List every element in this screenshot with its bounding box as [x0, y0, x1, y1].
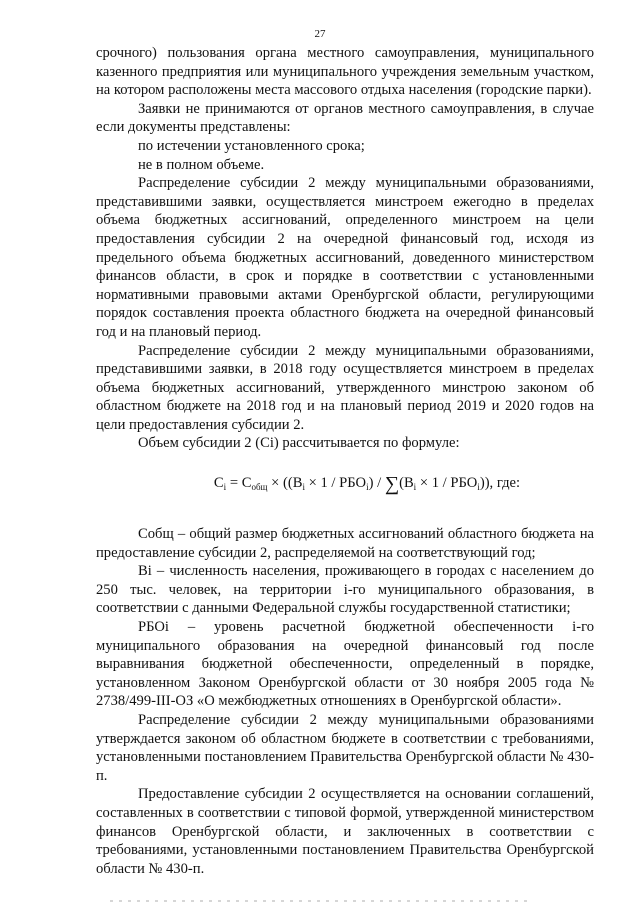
definition-rboi: РБОi – уровень расчетной бюджетной обеспеченности i-го муниципального образования на очередной финансовый год после выравнивания бюджетной обеспеченности, определенный в порядке, установленном Законом Оренбургской области от 30 ноября 2005 года № 2738/499-III-ОЗ «О межбюджетных отношениях в Оренбургской области». — [96, 619, 594, 710]
paragraph: Распределение субсидии 2 между муниципальными образованиями, представившими заявки, осуществляется минстроем ежегодно в пределах объема бюджетных ассигнований, определенного минстроем на цели предоставления субсидии 2 на очередной финансовый год, исходя из предельного объема бюджетных ассигнований, доведенного министерством финансов области, в срок и порядке в соответствии с установленными нормативными правовыми актами Оренбургской области, регулирующими порядок составления проекта областного бюджета на очередной финансовый год и на плановый период. — [96, 175, 594, 340]
paragraph: срочного) пользования органа местного самоуправления, муниципального казенного предприятия или муниципального учреждения земельным участком, на котором расположены места массового отдыха населения (городские парки). — [96, 45, 594, 99]
list-item: не в полном объеме. — [138, 156, 265, 173]
formula-lhs-sub: i — [223, 482, 227, 493]
formula-part3: ) / — [368, 475, 385, 492]
page-number: 27 — [314, 28, 326, 40]
list-item: по истечении установленного срока; — [138, 137, 365, 154]
formula-lhs: C — [213, 475, 224, 492]
formula-rbo-sub-2: i — [477, 482, 480, 493]
formula-spacer — [96, 511, 594, 525]
paragraph: Распределение субсидии 2 между муниципальными образованиями утверждается законом об областном бюджете в соответствии с требованиями, установленными постановлением Правительства Оренбургской области № 430-п. — [96, 712, 594, 784]
formula-eq: = C — [226, 475, 252, 492]
definition-bi: Bi – численность населения, проживающего в городах с населением до 250 тыс. человек, на территории i-го муниципального образования, в соответствии с данными Федеральной службы государственной статистики; — [96, 563, 594, 617]
definition-c-total: Cобщ – общий размер бюджетных ассигнований областного бюджета на предоставление субсидии 2, распределяемой на соответствующий год; — [96, 526, 594, 561]
subsidy-formula — [96, 472, 594, 494]
formula-rbo-sub-1: i — [366, 482, 369, 493]
formula-part4: (B — [399, 475, 414, 492]
sum-symbol: ∑ — [384, 473, 400, 496]
formula-b-sub-2: i — [413, 482, 417, 493]
formula-part2: × 1 / РБО — [304, 475, 367, 492]
formula-part1: × ((B — [267, 475, 303, 492]
paragraph: Распределение субсидии 2 между муниципальными образованиями, представившими заявки, в 2018 году осуществляется минстроем в пределах объема бюджетных ассигнований, утвержденного минстрою законом об областном бюджете на 2018 год и на плановый период 2019 и 2020 годов на цели предоставления субсидии 2. — [96, 342, 594, 433]
formula-part6: )), где: — [479, 475, 521, 492]
paragraph: Объем субсидии 2 (Ci) рассчитывается по формуле: — [138, 435, 460, 452]
scan-artifact — [110, 900, 530, 902]
paragraph: Заявки не принимаются от органов местного самоуправления, в случае если документы представлены: — [96, 100, 594, 136]
formula-c-sub: общ — [251, 482, 268, 493]
paragraph: Предоставление субсидии 2 осуществляется на основании соглашений, составленных в соответствии с типовой формой, утвержденной министерством финансов Оренбургской области, и заключенных в соответствии с требованиями, установленными постановлением Правительства Оренбургской области № 430-п. — [96, 786, 594, 877]
formula-b-sub-1: i — [302, 482, 305, 493]
formula-part5: × 1 / РБО — [416, 475, 478, 492]
document-body — [96, 44, 594, 878]
